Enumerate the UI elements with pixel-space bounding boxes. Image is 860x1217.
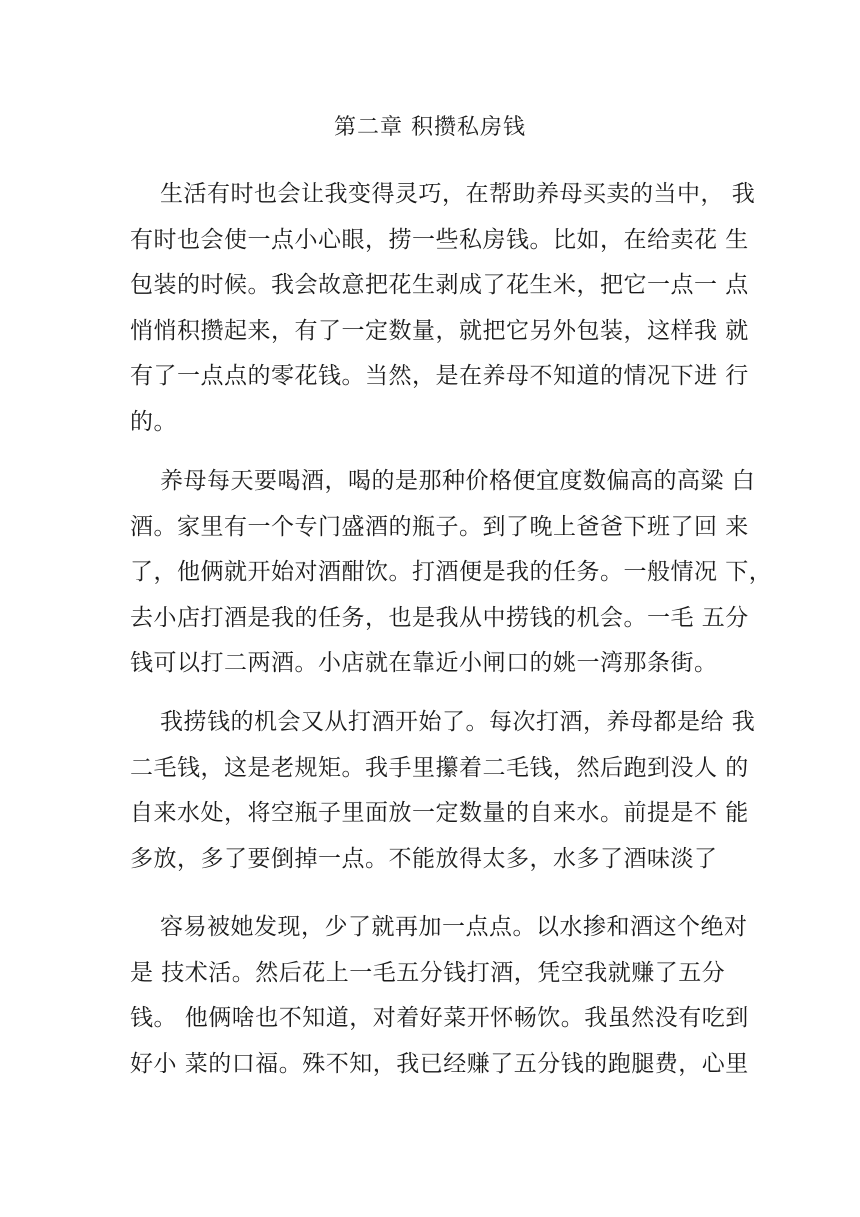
- text-line: 酒。家里有一个专门盛酒的瓶子。到了晚上爸爸下班了回 来: [130, 513, 749, 540]
- text-line: 悄悄积攒起来，有了一定数量，就把它另外包装，这样我 就: [130, 317, 749, 344]
- text-line: 自来水处，将空瓶子里面放一定数量的自来水。前提是不 能: [130, 800, 749, 826]
- text-line: 包装的时候。我会故意把花生剥成了花生米，把它一点一 点: [130, 272, 749, 298]
- text-line: 好小 菜的口福。殊不知，我已经赚了五分钱的跑腿费，心里: [130, 1050, 749, 1077]
- text-line: 有时也会使一点小心眼，捞一些私房钱。比如，在给卖花 生: [130, 226, 749, 253]
- paragraph-4: [130, 905, 749, 1087]
- text-line: 容易被她发现，少了就再加一点点。以水掺和酒这个绝对: [160, 914, 748, 940]
- text-line: 养母每天要喝酒，喝的是那种价格便宜度数偏高的高粱 白: [160, 468, 756, 494]
- paragraph-2: [130, 459, 773, 687]
- text-line: 有了一点点的零花钱。当然，是在养母不知道的情况下进 行: [130, 363, 749, 389]
- text-line: 去小店打酒是我的任务，也是我从中捞钱的机会。一毛 五分: [130, 604, 749, 631]
- text-line: 钱可以打二两酒。小店就在靠近小闸口的姚一湾那条街。: [130, 650, 718, 676]
- text-line: 多放，多了要倒掉一点。不能放得太多，水多了酒味淡了: [130, 845, 718, 872]
- paragraph-1: [130, 172, 756, 445]
- text-line: 钱。 他俩啥也不知道，对着好菜开怀畅饮。我虽然没有吃到: [130, 1005, 749, 1031]
- text-line: 我捞钱的机会又从打酒开始了。每次打酒，养母都是给 我: [160, 709, 756, 735]
- text-line: 是 技术活。然后花上一毛五分钱打酒，凭空我就赚了五分: [130, 959, 726, 986]
- text-line: 的。: [130, 408, 177, 435]
- paragraph-3: [130, 700, 756, 882]
- text-line: 二毛钱，这是老规矩。我手里攥着二毛钱，然后跑到没人 的: [130, 754, 749, 781]
- text-line: 生活有时也会让我变得灵巧，在帮助养母买卖的当中， 我: [160, 181, 756, 207]
- chapter-title: 第二章 积攒私房钱: [334, 115, 526, 140]
- text-line: 了，他俩就开始对酒酣饮。打酒便是我的任务。一般情况 下，: [130, 559, 773, 585]
